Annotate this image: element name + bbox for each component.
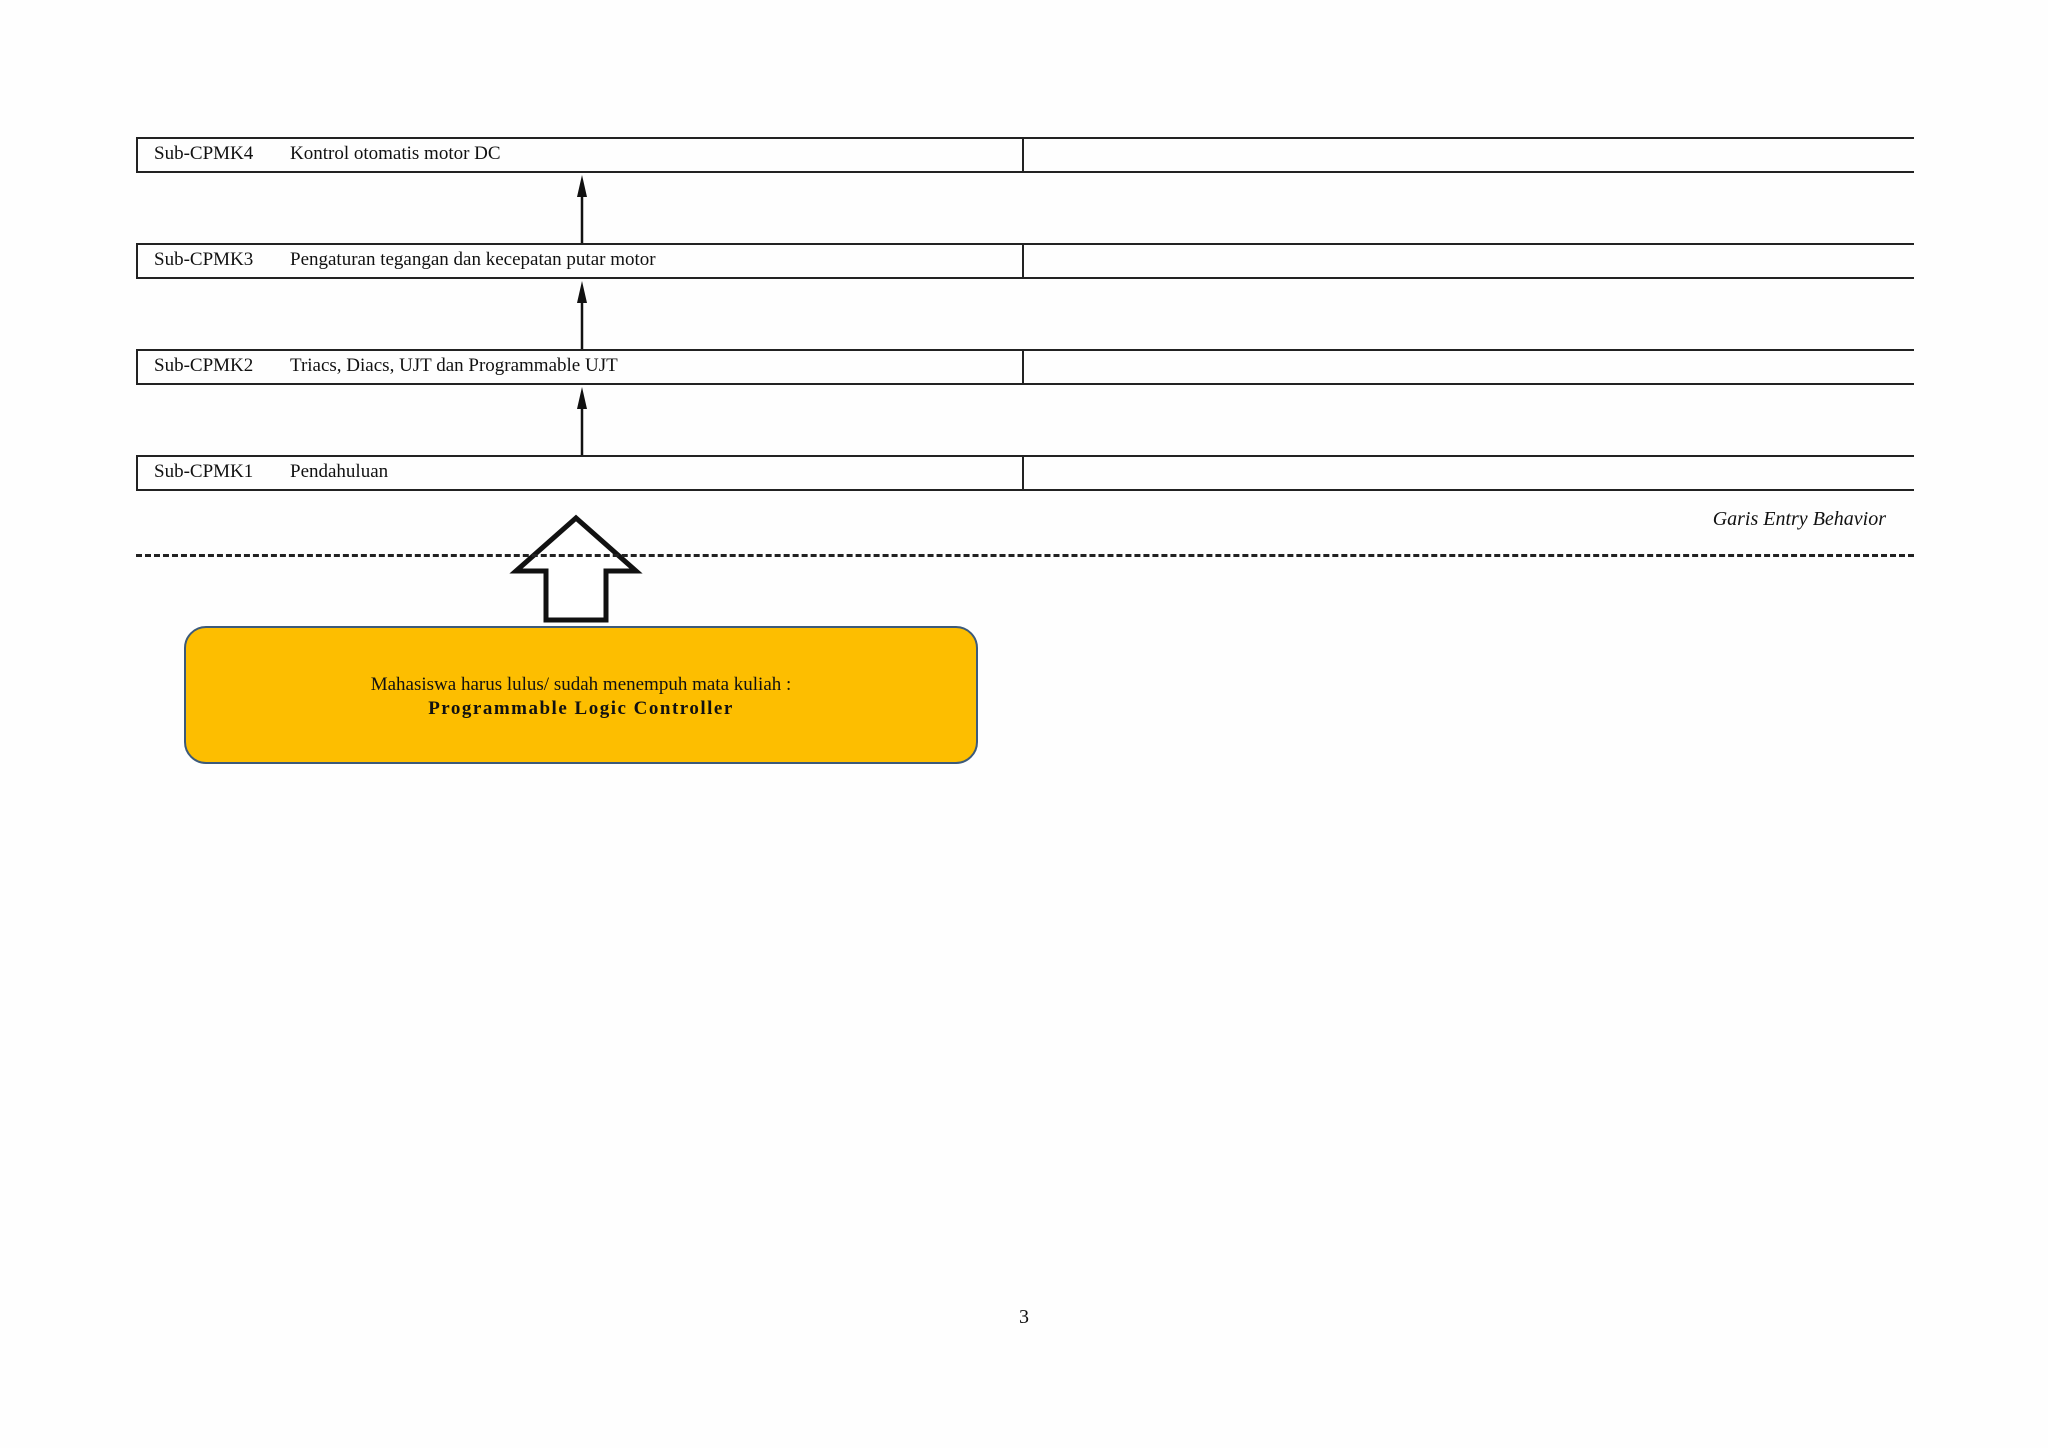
sub-cpmk4-code: Sub-CPMK4 <box>154 143 254 164</box>
arrow-cpmk2-to-cpmk3-head <box>577 281 587 303</box>
sub-cpmk1-title: Pendahuluan <box>290 461 389 482</box>
sub-cpmk3-title: Pengaturan tegangan dan kecepatan putar motor <box>290 249 656 270</box>
prerequisite-box <box>184 626 978 764</box>
page-number: 3 <box>1019 1306 1029 1328</box>
sub-cpmk3-code: Sub-CPMK3 <box>154 249 254 270</box>
entry-up-arrow-icon <box>516 518 636 620</box>
sub-cpmk2-title: Triacs, Diacs, UJT dan Programmable UJT <box>290 355 618 376</box>
entry-behavior-line <box>136 554 1914 557</box>
sub-cpmk4-title: Kontrol otomatis motor DC <box>290 143 501 164</box>
sub-cpmk2-code: Sub-CPMK2 <box>154 355 254 376</box>
arrow-cpmk1-to-cpmk2-head <box>577 387 587 409</box>
prerequisite-course: Programmable Logic Controller <box>428 698 734 719</box>
arrow-cpmk3-to-cpmk4-head <box>577 175 587 197</box>
prerequisite-text: Mahasiswa harus lulus/ sudah menempuh mata kuliah : <box>370 674 792 695</box>
sub-cpmk1-code: Sub-CPMK1 <box>154 461 254 482</box>
entry-behavior-label: Garis Entry Behavior <box>1712 508 1886 530</box>
